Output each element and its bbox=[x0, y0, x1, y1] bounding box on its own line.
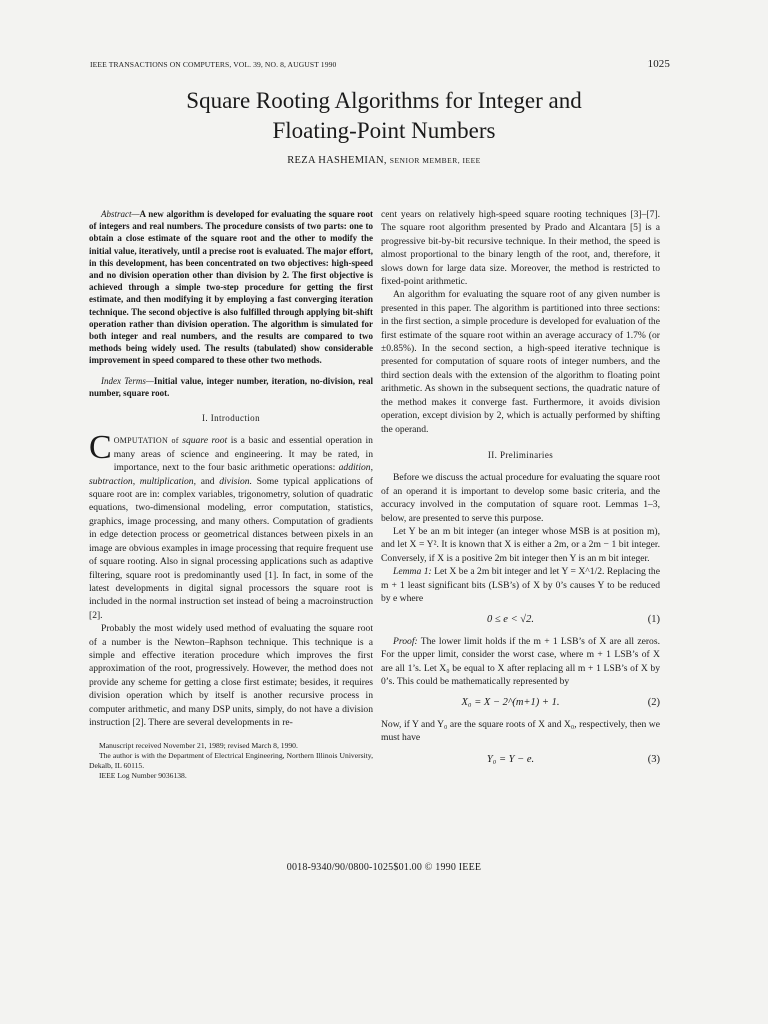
proof-paragraph bbox=[381, 635, 660, 689]
equation-1-number: (1) bbox=[647, 614, 660, 626]
right-paragraph-5: Now, if Y and Y₀ are the square roots of X and X₀, respectively, then we must have bbox=[381, 718, 660, 744]
footnote bbox=[89, 741, 373, 781]
page-number: 1025 bbox=[647, 58, 670, 70]
equation-3-number: (3) bbox=[647, 753, 660, 765]
abstract-text: A new algorithm is developed for evaluating the square root of integers and real numbers. The procedure consists of two parts: one to obtain a close estimate of the square root and the other to modify the initial value, iteratively, until a precise root is evaluated. The major effort, in this development, has been concentrated on two objectives: high-speed and no division operation other than division by 2. The first objective is achieved through a simple two-step procedure for getting the first estimate, and then modifying it by employing a fast converging iteration technique. The second objective is also fulfilled through applying bit-shift operation rather than division operation. The algorithm is simulated for both integer and real numbers, and the results are compared to two methods being widely used. The results (tabulated) show considerable improvement in speed compared to these other two methods. bbox=[89, 209, 373, 366]
right-column bbox=[381, 208, 660, 774]
intro-p1-a: OMPUTATION of bbox=[113, 436, 183, 446]
author-name: REZA HASHEMIAN, bbox=[287, 155, 387, 166]
footnote-line-3: IEEE Log Number 9036138. bbox=[99, 771, 187, 781]
title-line-2: Floating-Point Numbers bbox=[272, 118, 496, 143]
lemma-text: Let X be a 2m bit integer and let Y = X^1/2. Replacing the m + 1 least significant bits (LSB’s) of X by 0’s causes Y to be reduced by e where bbox=[381, 566, 660, 604]
left-column bbox=[89, 208, 373, 781]
lemma-lead: Lemma 1: bbox=[393, 566, 432, 578]
copyright-footer: 0018-9340/90/0800-1025$01.00 © 1990 IEEE bbox=[286, 862, 482, 873]
abstract-lead: Abstract— bbox=[101, 209, 140, 219]
section-heading-introduction: I. Introduction bbox=[202, 413, 260, 424]
intro-p1-italic: square root bbox=[182, 435, 228, 447]
footnote-line-1: Manuscript received November 21, 1989; revised March 8, 1990. bbox=[99, 741, 298, 751]
equation-3 bbox=[381, 753, 660, 766]
intro-p1-b: is a basic and essential operation in many areas of science and engineering. It may be rated, in importance, next to the four basic arithmetic operations: bbox=[113, 435, 373, 474]
intro-p1-italic-3: division. bbox=[219, 475, 252, 487]
author-line bbox=[0, 155, 768, 166]
proof-text: The lower limit holds if the m + 1 LSB’s of X are all zeros. For the upper limit, consider the worst case, where m + 1 LSB’s of X are all 1’s. Let X₀ be equal to X after replacing all m + 1 LSB’s of X by 0’s. This could be mathematically represented by bbox=[381, 635, 660, 687]
intro-p1-italic-2: addition, subtraction, multiplication, bbox=[89, 462, 373, 487]
right-paragraph-2: An algorithm for evaluating the square root of any given number is presented in this paper. The algorithm is partitioned into three sections: in the first section, a simple procedure is developed for evaluation of the first estimate of the square root within an average accuracy of 1.7% (or ±0.85%). In the second section, a high-speed iterative technique is presented for computation of square roots of integer numbers, and the third section deals with the extension of the algorithm to floating point arithmetic. As shown in the subsequent sections, the quadratic nature of the method makes it converge fast. Furthermore, it avoids division operation, except division by 2, which is actually performed by shifting the operand. bbox=[381, 289, 660, 435]
drop-cap: C bbox=[89, 429, 112, 467]
section-heading-preliminaries: II. Preliminaries bbox=[487, 449, 554, 460]
equation-2-body: X₀ = X − 2^(m+1) + 1. bbox=[461, 697, 560, 709]
equation-2 bbox=[381, 696, 660, 709]
intro-p1-c: and bbox=[196, 475, 220, 487]
abstract bbox=[89, 208, 373, 367]
equation-1 bbox=[381, 613, 660, 626]
intro-paragraph-2: Probably the most widely used method of evaluating the square root of a number is the Newton–Raphson technique. This technique is a simple and effective iteration procedure which improves the first approximation of the root, progressively. However, the method does not provide any scheme for getting a close first estimate; besides, it requires division operation which by itself is another recursive process in computer arithmetic, and many DSP units, simply, do not have a division instruction [2]. There are several developments in re- bbox=[89, 623, 373, 728]
preliminaries-paragraph-1: Before we discuss the actual procedure for evaluating the square root of an operand it is important to develop some basic criteria, and the accuracy involved in the computation of square root. Lemmas 1–3, below, are presented to serve this purpose. bbox=[381, 472, 660, 524]
index-terms bbox=[89, 375, 373, 399]
intro-paragraph-1 bbox=[89, 429, 374, 622]
intro-p1-d: Some typical applications of square root are in: complex variables, trigonometry, solution of quadratic equations, two-dimensional modeling, error computation, statistics, graphics, image processing, and many others. Computation of gradients in edge detection process or geometrical distances between pixels in an image are obvious examples in image processing that require frequent use of square rooting. Also in signal processing applications such as adaptive filtering, square root is predominantly used [1]. In fact, in some of the latest developments in digital signal processors the square root is included in the normal instruction set instead of being a macroinstruction [2]. bbox=[89, 475, 374, 621]
equation-3-body: Y₀ = Y − e. bbox=[486, 753, 535, 765]
preliminaries-paragraph-2: Let Y be an m bit integer (an integer whose MSB is at position m), and let X = Y². It is known that X is either a 2m, or a 2m − 1 bit integer. Conversely, if X is a positive 2m bit integer then Y is an m bit integer. bbox=[381, 525, 660, 564]
title-line-1: Square Rooting Algorithms for Integer and bbox=[186, 88, 582, 113]
index-terms-text: Initial value, integer number, iteration, no-division, real number, square root. bbox=[89, 375, 374, 398]
equation-2-number: (2) bbox=[647, 697, 660, 709]
right-paragraph-1: cent years on relatively high-speed square rooting techniques [3]–[7]. The square root algorithm presented by Prado and Alcantara [5] is a progressive bit-by-bit recursive technique. In their method, the speed is almost proportional to the binary length of the root, and, therefore, it slows down for large data size. Moreover, the method is restricted to fixed-point arithmetic. bbox=[381, 209, 660, 288]
equation-1-body: 0 ≤ e < √2. bbox=[487, 614, 534, 626]
lemma-1 bbox=[381, 565, 660, 605]
index-terms-lead: Index Terms— bbox=[101, 375, 154, 386]
running-header bbox=[90, 58, 670, 70]
journal-line: IEEE TRANSACTIONS ON COMPUTERS, VOL. 39, NO. 8, AUGUST 1990 bbox=[90, 60, 337, 69]
proof-lead: Proof: bbox=[393, 635, 418, 647]
footnote-line-2: The author is with the Department of Electrical Engineering, Northern Illinois University, Dekalb, IL 60115. bbox=[89, 751, 373, 771]
paper-title bbox=[60, 86, 708, 146]
author-rank: SENIOR MEMBER, IEEE bbox=[389, 156, 481, 165]
